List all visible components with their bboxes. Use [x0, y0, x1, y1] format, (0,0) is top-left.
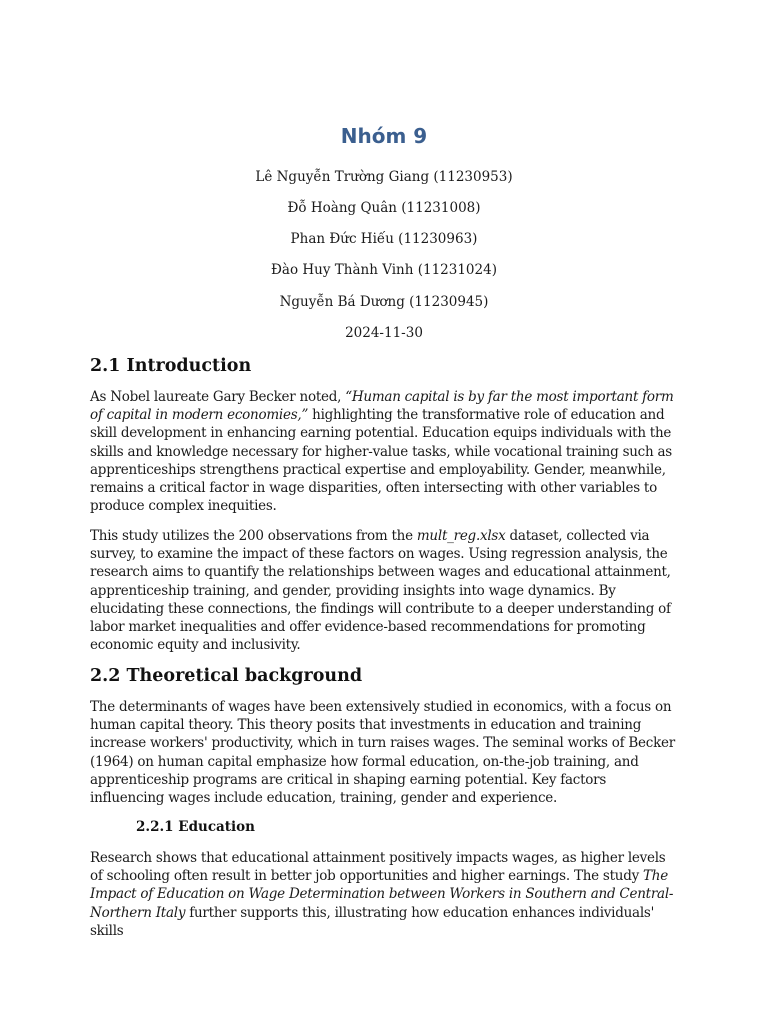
subsection-heading-education: 2.2.1 Education: [136, 819, 255, 835]
text-run: This study utilizes the 200 observations from the: [90, 528, 417, 544]
text-run: Research shows that educational attainment positively impacts wages, as higher levels of schooling often result in better job opportunities and higher earnings. The study: [90, 850, 666, 885]
author-line: Nguyễn Bá Dương (11230945): [279, 294, 489, 310]
text-run: highlighting the transformative role of education and skill development in enhancing earning potential. Education equips individuals with the skills and knowledge necessary for higher-value tasks, while vocational training such as apprenticeships strengthens practical expertise and employability. Gender, meanwhile, remains a critical factor in wage disparities, often intersecting with other variables to produce complex inequities.: [90, 407, 672, 515]
document-date: 2024-11-30: [345, 325, 423, 341]
theory-paragraph-1: The determinants of wages have been extensively studied in economics, with a focus on human capital theory. This theory posits that investments in education and training increase workers' productivity, which in turn raises wages. The seminal works of Becker (1964) on human capital emphasize how formal education, on-the-job training, and apprenticeship programs are critical in shaping earning potential. Key factors influencing wages include education, training, gender and experience.: [90, 699, 675, 807]
author-line: Phan Đức Hiếu (11230963): [290, 231, 478, 247]
document-title: Nhóm 9: [340, 124, 428, 148]
section-heading-introduction: 2.1 Introduction: [90, 356, 252, 376]
intro-paragraph-2: [90, 527, 682, 654]
becker-quote: “Human capital is by far the most important form of capital in modern economies,”: [90, 389, 674, 424]
author-line: Đỗ Hoàng Quân (11231008): [287, 200, 481, 216]
text-run: further supports this, illustrating how education enhances individuals' skills: [90, 904, 655, 939]
dataset-filename: mult_reg.xlsx: [416, 528, 506, 544]
text-run: dataset, collected via survey, to examine the impact of these factors on wages. Using regression analysis, the research aims to quantify the relationships between wages and educational attainment, apprenticeship training, and gender, providing insights into wage dynamics. By elucidating these connections, the findings will contribute to a deeper understanding of labor market inequalities and offer evidence-based recommendations for promoting economic equity and inclusivity.: [90, 528, 671, 654]
intro-paragraph-1: [90, 388, 682, 515]
study-title: The Impact of Education on Wage Determination between Workers in Southern and Central-Northern Italy: [90, 868, 674, 921]
author-line: Lê Nguyễn Trường Giang (11230953): [255, 169, 513, 185]
text-run: As Nobel laureate Gary Becker noted,: [90, 389, 346, 405]
section-heading-theoretical-background: 2.2 Theoretical background: [90, 666, 363, 686]
education-paragraph: [90, 849, 682, 940]
author-line: Đào Huy Thành Vinh (11231024): [271, 262, 497, 278]
